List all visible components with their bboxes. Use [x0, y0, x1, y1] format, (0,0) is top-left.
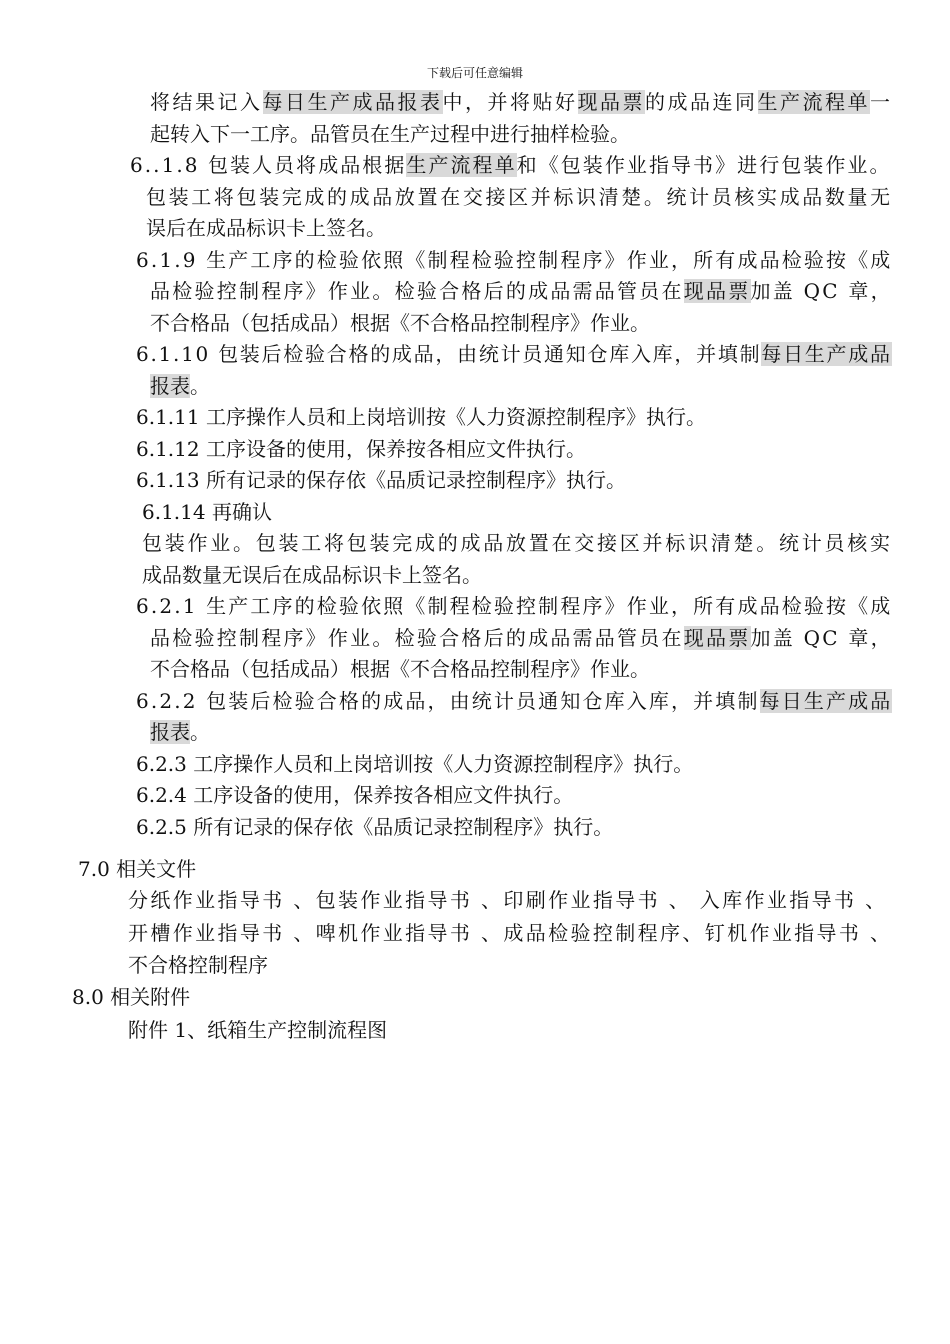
highlighted-term: 生产流程单 — [406, 153, 517, 177]
text-run: 6.2.2 包装后检验合格的成品，由统计员通知仓库入库，并填制 — [136, 688, 760, 713]
text-run: 起转入下一工序。品管员在生产过程中进行抽样检验。 — [150, 121, 630, 146]
text-run: 6.2.4 工序设备的使用，保养按各相应文件执行。 — [136, 783, 574, 807]
text-run: 6.2.1 生产工序的检验依照《制程检验控制程序》作业，所有成品检验按《成 — [136, 594, 893, 618]
highlighted-term: 每日生产成品 — [761, 342, 892, 366]
text-run: 6.1.10 包装后检验合格的成品，由统计员通知仓库入库，并填制 — [136, 342, 762, 366]
text-line — [150, 122, 630, 146]
text-line — [136, 437, 586, 461]
text-line — [142, 500, 272, 524]
highlighted-term: 每日生产成品报表 — [262, 90, 443, 114]
text-run: 加盖 QC 章， — [750, 279, 893, 303]
text-line — [78, 857, 196, 881]
text-line — [150, 279, 893, 303]
text-run: 包装作业。包装工将包装完成的成品放置在交接区并标识清楚。统计员核实 — [142, 531, 893, 555]
text-line — [150, 90, 893, 114]
text-run: 将结果记入 — [150, 90, 263, 114]
text-line — [150, 657, 650, 681]
text-run: 的成品连同 — [645, 90, 758, 114]
text-line — [136, 594, 892, 618]
text-run: 成品数量无误后在成品标识卡上签名。 — [142, 562, 482, 587]
text-run: 6.1.13 所有记录的保存依《品质记录控制程序》执行。 — [136, 468, 626, 492]
text-line — [136, 689, 892, 713]
highlighted-term: 现品票 — [683, 279, 751, 303]
text-run: 不合格控制程序 — [128, 953, 268, 977]
text-run: 误后在成品标识卡上签名。 — [146, 216, 386, 240]
text-run: 品检验控制程序》作业。检验合格后的成品需品管员在 — [150, 625, 684, 650]
text-line — [128, 921, 892, 945]
highlighted-term: 生产流程单 — [757, 90, 870, 114]
text-run: 。 — [190, 720, 210, 744]
text-run: 不合格品（包括成品）根据《不合格品控制程序》作业。 — [150, 310, 650, 335]
text-run: 和《包装作业指导书》进行包装作业。 — [516, 153, 892, 177]
text-line — [136, 405, 706, 429]
text-run: 6..1.8 包装人员将成品根据 — [130, 153, 407, 177]
highlighted-term: 现品票 — [577, 90, 645, 114]
text-run: 6.1.9 生产工序的检验依照《制程检验控制程序》作业，所有成品检验按《成 — [136, 247, 893, 272]
text-run: 开槽作业指导书 、啤机作业指导书 、成品检验控制程序、钉机作业指导书 、 — [128, 921, 893, 945]
highlighted-term: 报表 — [150, 720, 190, 744]
text-run: 品检验控制程序》作业。检验合格后的成品需品管员在 — [150, 279, 684, 303]
text-line — [136, 783, 573, 807]
text-line — [136, 815, 613, 839]
text-line — [150, 374, 210, 398]
text-run: 6.2.5 所有记录的保存依《品质记录控制程序》执行。 — [136, 814, 614, 839]
text-run: 。 — [190, 373, 210, 398]
text-run: 包装工将包装完成的成品放置在交接区并标识清楚。统计员核实成品数量无 — [146, 184, 893, 209]
text-line — [136, 342, 892, 366]
highlighted-term: 报表 — [150, 373, 190, 398]
text-line — [146, 185, 893, 209]
text-line — [150, 720, 210, 744]
text-run: 6.1.14 再确认 — [142, 499, 272, 524]
text-run: 一 — [870, 90, 893, 114]
text-line — [146, 216, 386, 240]
text-line — [136, 248, 892, 272]
text-line — [128, 1018, 387, 1042]
text-run: 6.1.11 工序操作人员和上岗培训按《人力资源控制程序》执行。 — [136, 405, 706, 429]
page-header-note: 下载后可任意编辑 — [426, 66, 523, 80]
text-run: 6.2.3 工序操作人员和上岗培训按《人力资源控制程序》执行。 — [136, 751, 694, 776]
text-line — [136, 468, 626, 492]
text-line — [142, 531, 893, 555]
text-run: 分纸作业指导书 、包装作业指导书 、印刷作业指导书 、 入库作业指导书 、 — [128, 888, 888, 912]
text-run: 附件 1、纸箱生产控制流程图 — [128, 1018, 388, 1042]
text-line — [136, 752, 693, 776]
text-run: 6.1.12 工序设备的使用，保养按各相应文件执行。 — [136, 436, 586, 461]
highlighted-term: 每日生产成品 — [759, 688, 893, 713]
text-run: 8.0 相关附件 — [72, 985, 191, 1009]
text-run: 7.0 相关文件 — [78, 857, 197, 881]
text-run: 中，并将贴好 — [442, 90, 578, 114]
text-line — [128, 953, 268, 977]
text-line — [72, 985, 190, 1009]
text-run: 不合格品（包括成品）根据《不合格品控制程序》作业。 — [150, 657, 650, 681]
text-line — [142, 563, 482, 587]
highlighted-term: 现品票 — [683, 625, 751, 650]
text-line — [150, 626, 893, 650]
text-run: 加盖 QC 章， — [750, 625, 893, 650]
text-line — [128, 888, 887, 912]
text-line — [130, 153, 892, 177]
text-line — [150, 311, 650, 335]
